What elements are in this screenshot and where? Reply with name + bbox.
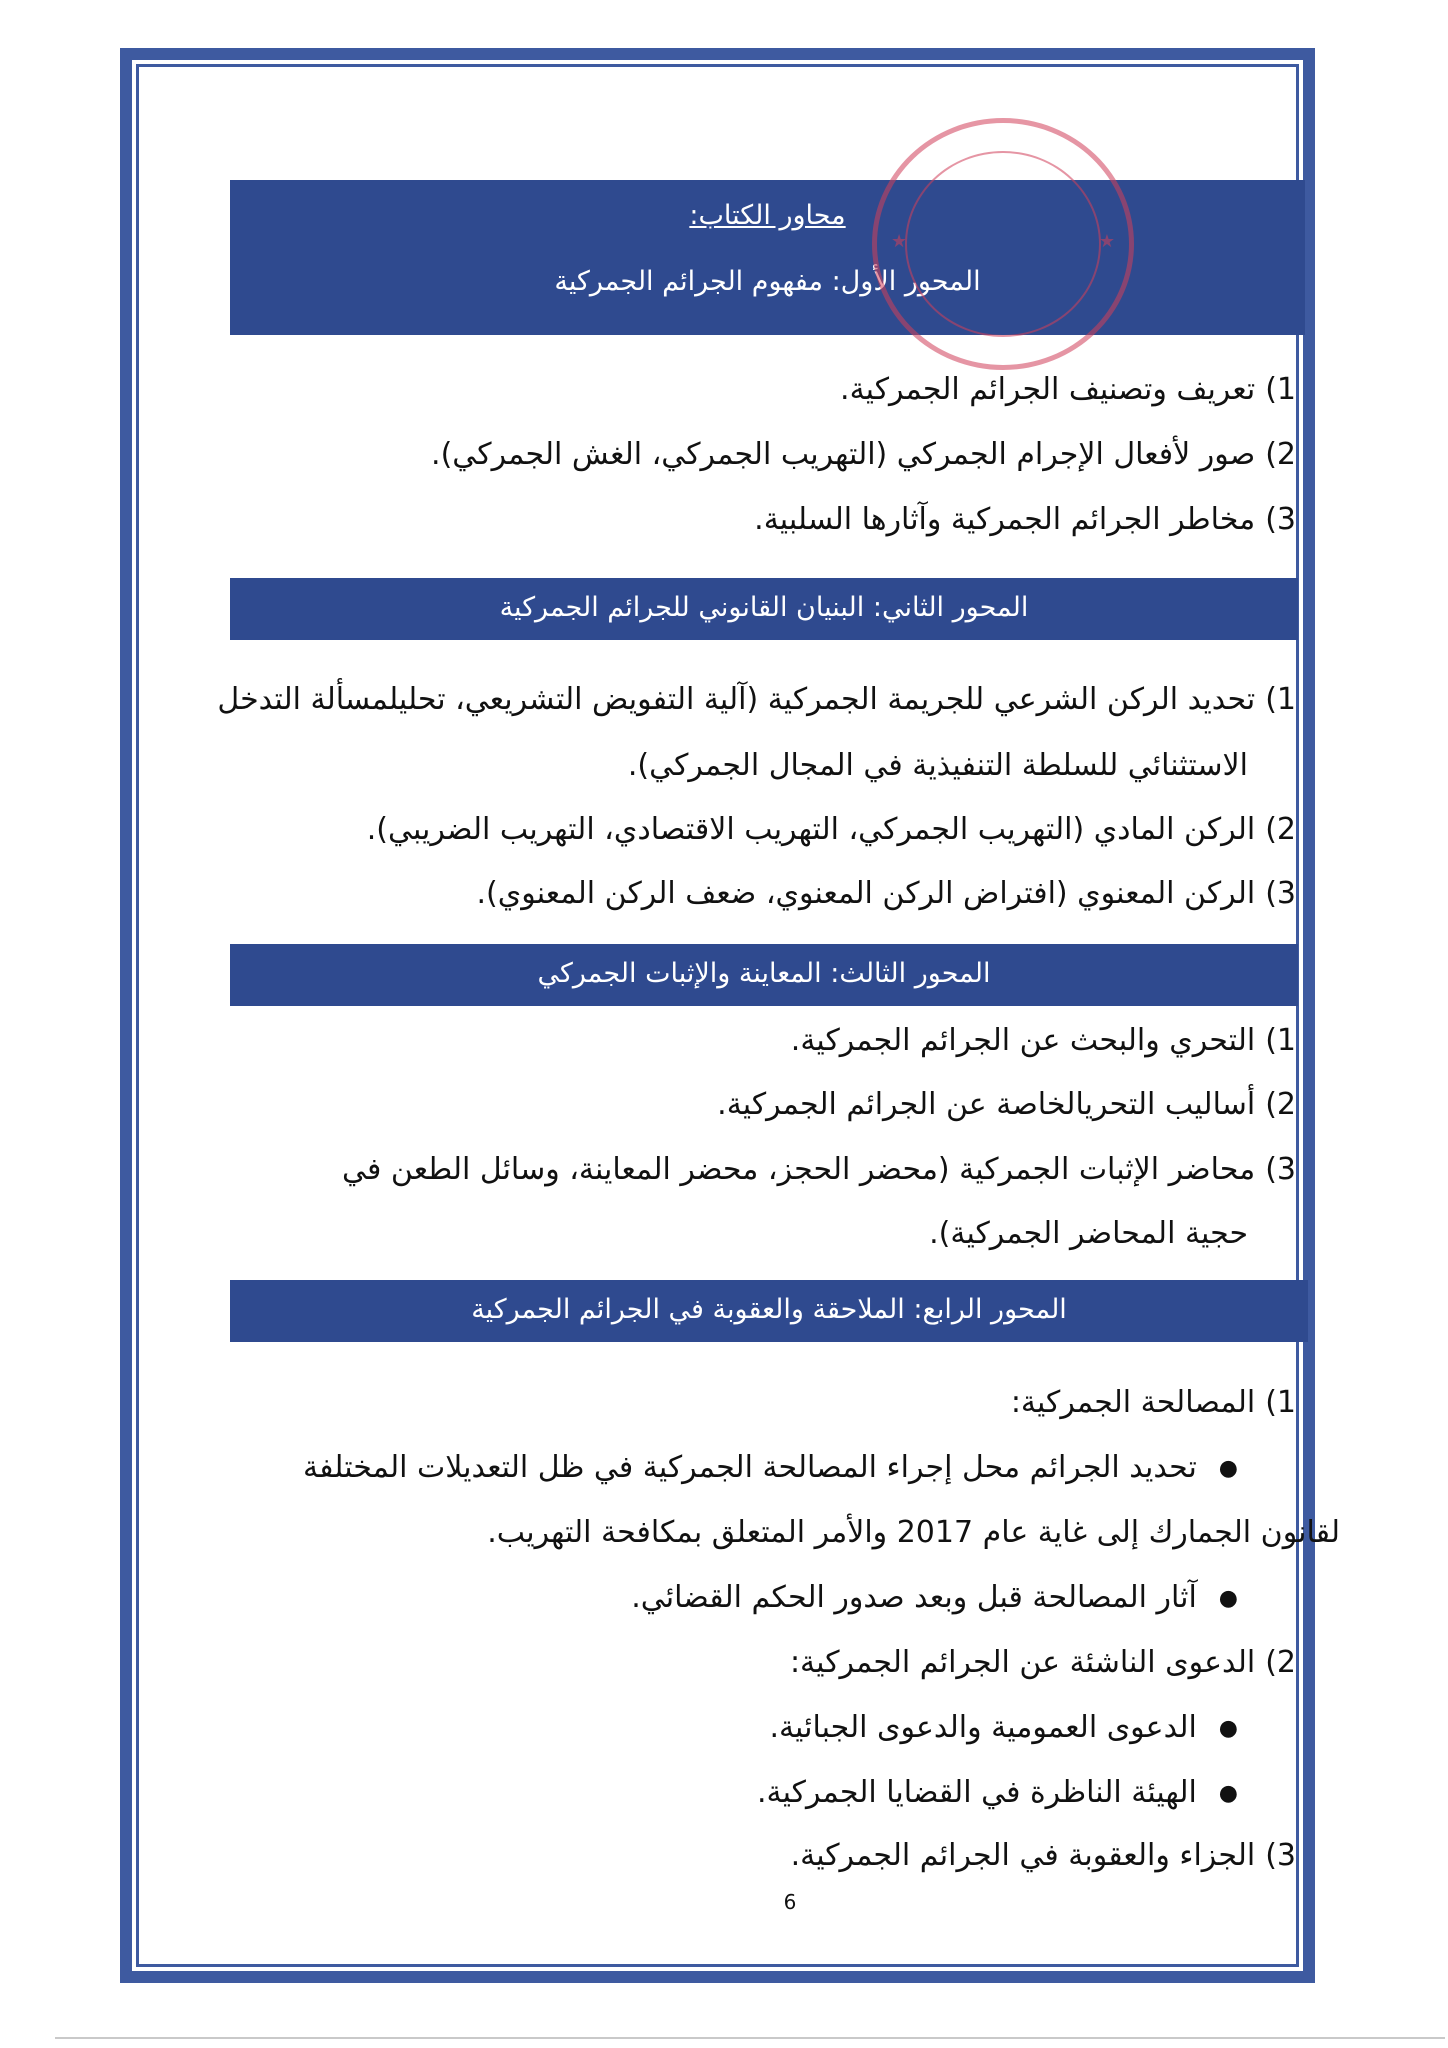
bullet-item: ●الهيئة الناظرة في القضايا الجمركية. <box>757 1775 1238 1810</box>
bullet-item-continuation: لقانون الجمارك إلى غاية عام 2017 والأمر المتعلق بمكافحة التهريب. <box>487 1515 1340 1550</box>
list-item: 1)التحري والبحث عن الجرائم الجمركية. <box>790 1023 1296 1058</box>
bullet-icon: ● <box>1218 1586 1238 1611</box>
axis3-title: المحور الثالث: المعاينة والإثبات الجمركي <box>537 958 991 989</box>
list-item-continuation: الاستثنائي للسلطة التنفيذية في المجال الجمركي). <box>627 748 1248 783</box>
list-item: 3)مخاطر الجرائم الجمركية وآثارها السلبية. <box>754 502 1296 537</box>
bullet-icon: ● <box>1218 1716 1238 1741</box>
axis4-header-bar <box>230 1280 1308 1342</box>
bullet-item: ●تحديد الجرائم محل إجراء المصالحة الجمركية في ظل التعديلات المختلفة <box>303 1450 1238 1485</box>
axis4-title: المحور الرابع: الملاحقة والعقوبة في الجرائم الجمركية <box>471 1294 1067 1325</box>
book-axes-title: محاور الكتاب: <box>689 200 846 231</box>
list-item: 1)المصالحة الجمركية: <box>1010 1385 1296 1420</box>
stamp-star-icon: ★ <box>1098 231 1115 252</box>
scan-edge-line <box>55 2037 1445 2039</box>
axis2-title: المحور الثاني: البنيان القانوني للجرائم الجمركية <box>499 592 1029 623</box>
list-item: 1)تعريف وتصنيف الجرائم الجمركية. <box>840 372 1296 407</box>
stamp-star-icon: ★ <box>891 231 908 252</box>
list-item: 3)محاضر الإثبات الجمركية (محضر الحجز، محضر المعاينة، وسائل الطعن في <box>342 1152 1296 1187</box>
axis2-header-bar <box>230 578 1298 640</box>
bullet-item: ●الدعوى العمومية والدعوى الجبائية. <box>769 1710 1238 1745</box>
axis1-header-bar <box>230 180 1305 335</box>
list-item: 3)الجزاء والعقوبة في الجرائم الجمركية. <box>790 1838 1296 1873</box>
official-stamp <box>872 118 1134 370</box>
stamp-inner-ring <box>905 151 1101 337</box>
list-item: 2)أساليب التحريالخاصة عن الجرائم الجمركية. <box>717 1087 1296 1122</box>
list-item: 3)الركن المعنوي (افتراض الركن المعنوي، ضعف الركن المعنوي). <box>476 876 1296 911</box>
list-item: 2)صور لأفعال الإجرام الجمركي (التهريب الجمركي، الغش الجمركي). <box>431 437 1296 472</box>
axis3-header-bar <box>230 944 1298 1006</box>
bullet-item: ●آثار المصالحة قبل وبعد صدور الحكم القضائي. <box>631 1580 1238 1615</box>
list-item: 2)الركن المادي (التهريب الجمركي، التهريب الاقتصادي، التهريب الضريبي). <box>366 812 1296 847</box>
axis1-title: المحور الأول: مفهوم الجرائم الجمركية <box>554 266 981 297</box>
list-item: 1)تحديد الركن الشرعي للجريمة الجمركية (آلية التفويض التشريعي، تحليلمسألة التدخل <box>217 682 1296 717</box>
page-number: 6 <box>783 1890 797 1914</box>
list-item-continuation: حجية المحاضر الجمركية). <box>929 1216 1248 1251</box>
bullet-icon: ● <box>1218 1781 1238 1806</box>
bullet-icon: ● <box>1218 1456 1238 1481</box>
list-item: 2)الدعوى الناشئة عن الجرائم الجمركية: <box>789 1645 1296 1680</box>
